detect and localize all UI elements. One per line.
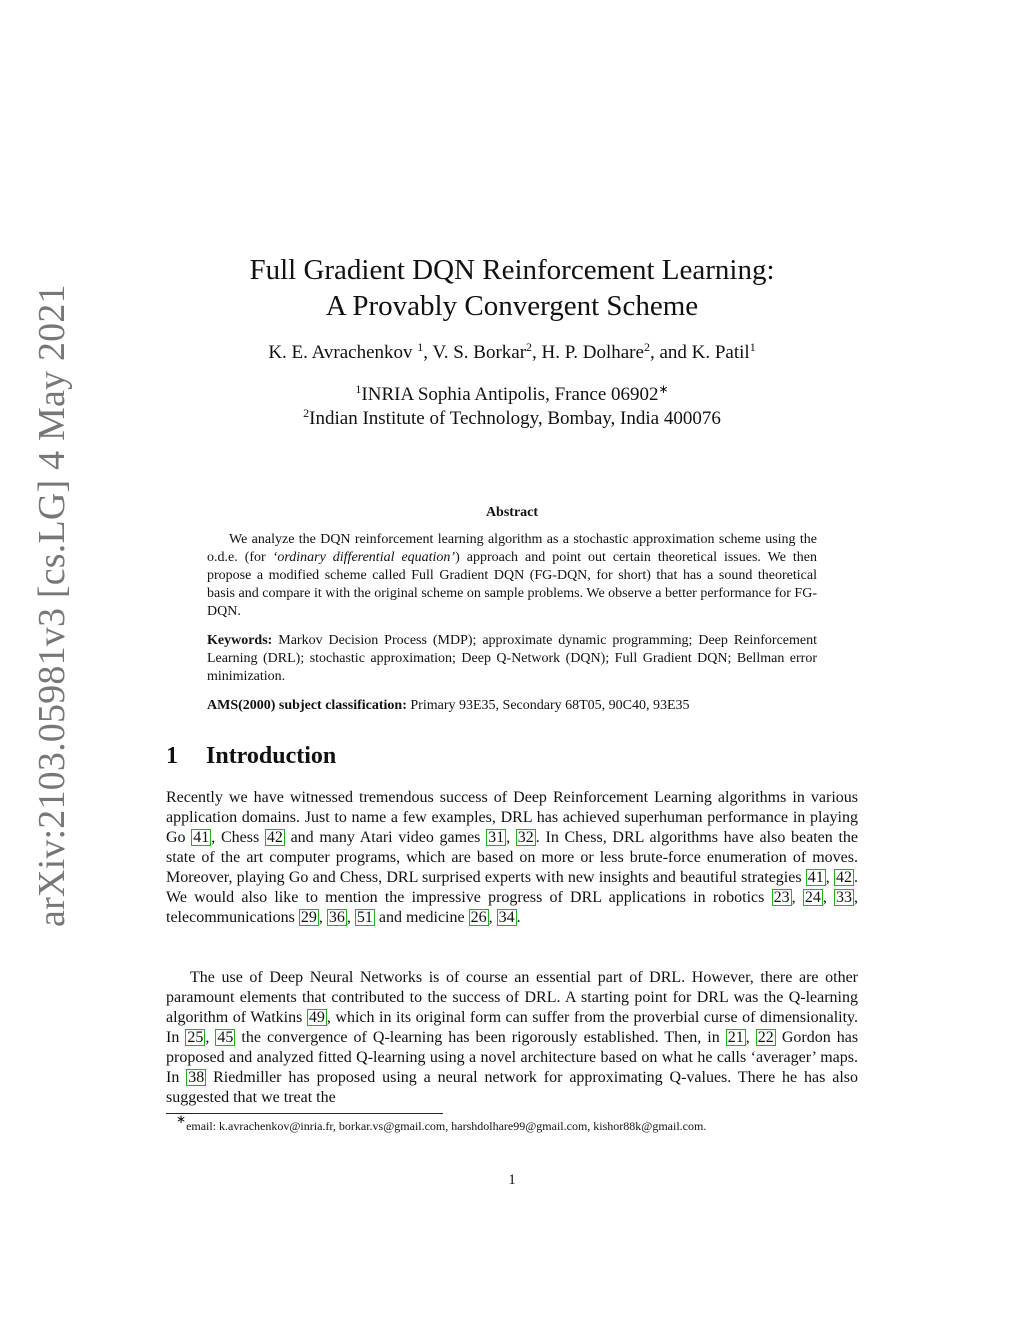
paper-title: [0, 252, 1024, 324]
author-3-affil: 2: [643, 340, 650, 354]
citation-link[interactable]: 25: [187, 1029, 204, 1046]
affiliation-1: [0, 384, 1024, 406]
corresponding-footnote-mark: ∗: [658, 382, 669, 396]
text-run: . We would also like to mention the impressive progress of DRL applications in robotics: [166, 869, 859, 906]
author-1: K. E. Avrachenkov: [268, 342, 418, 363]
citation-link[interactable]: 42: [266, 829, 283, 846]
section-heading: [166, 743, 336, 770]
keywords-label: Keywords:: [207, 633, 273, 648]
abstract-paragraph: [207, 531, 817, 621]
citation-link[interactable]: 45: [217, 1029, 234, 1046]
citation-link[interactable]: 33: [836, 889, 853, 906]
intro-paragraph-2: The use of Deep Neural Networks is of course an essential part of DRL. However, there are other paramount elements that contributed to the success of DRL. A starting point for DRL was the Q-learning algorithm of Watkins 49 , which in its original form can suffer from the proverbial curse of dimensionality. In 25 , 45 the convergence of Q-learning has been rigorously established. Then, in 21 , 22 Gordon has proposed and analyzed fitted Q-learning using a novel architecture based on what he calls ‘averager’ maps. In 38 Riedmiller has proposed using a neural network for approximating Q-values. There he has also suggested that we treat the: [166, 969, 859, 1106]
citation-link[interactable]: 21: [727, 1029, 744, 1046]
footnote: [176, 1112, 876, 1134]
affiliation-2-text: Indian Institute of Technology, Bombay, India 400076: [309, 408, 721, 429]
text-run: Recently we have witnessed tremendous success of Deep Reinforcement Learning algorithms in various application domains. Just to name a few examples, DRL has achieved superhuman performance in playing Go: [166, 789, 858, 846]
author-4-affil: 1: [749, 340, 756, 354]
abstract-heading: Abstract: [485, 505, 539, 520]
citation-link[interactable]: 22: [757, 1029, 774, 1046]
ams-classification: [207, 697, 817, 715]
footnote-rule: [166, 1113, 443, 1114]
ams-label: AMS(2000) subject classification:: [207, 698, 407, 713]
text-run: and many Atari video games: [284, 829, 487, 846]
title-line-1: Full Gradient DQN Reinforcement Learning:: [249, 254, 775, 286]
text-run: and medicine: [374, 909, 469, 926]
abstract-text-b: ) approach and point out certain theoretical issues. We then propose a modified scheme called Full Gradient DQN (FG-DQN, for short) that has a sound theoretical basis and compare it with the original scheme on sample problems. We observe a better performance for FG-DQN.: [207, 550, 817, 619]
text-run: , which in its original form can suffer from the proverbial curse of dimensionality. In: [166, 1009, 858, 1046]
arxiv-identifier-stamp: arXiv:2103.05981v3 [cs.LG] 4 May 2021: [31, 284, 73, 927]
text-run: , telecommunications: [166, 889, 859, 926]
abstract-text-a: We analyze the DQN reinforcement learning algorithm as a stochastic approximation scheme using the o.d.e. (for: [207, 532, 817, 565]
citation-link[interactable]: 51: [356, 909, 373, 926]
citation-link[interactable]: 32: [517, 829, 534, 846]
affiliation-1-mark: 1: [355, 382, 362, 396]
text-run: Riedmiller has proposed using a neural network for approximating Q-values. There he has also suggested that we treat the: [166, 1069, 858, 1106]
author-3: , H. P. Dolhare: [532, 342, 644, 363]
citation-link[interactable]: 41: [807, 869, 824, 886]
text-run: ,: [205, 1029, 216, 1046]
citation-link[interactable]: 23: [773, 889, 790, 906]
intro-paragraph-1: Recently we have witnessed tremendous success of Deep Reinforcement Learning algorithms in various application domains. Just to name a few examples, DRL has achieved superhuman performance in playing Go 41 , Chess 42 and many Atari video games 31 , 32 . In Chess, DRL algorithms have also beaten the state of the art computer programs, which are based on more or less brute-force enumeration of moves. Moreover, playing Go and Chess, DRL surprised experts with new insights and beautiful strategies 41 , 42 . We would also like to mention the impressive progress of DRL applications in robotics 23 , 24 , 33 , telecommunications 29 , 36 , 51 and medicine 26 , 34 .: [166, 789, 859, 926]
citation-link[interactable]: 26: [470, 909, 487, 926]
citation-link[interactable]: 31: [488, 829, 505, 846]
keywords-paragraph: [207, 632, 817, 686]
page-number: 1: [508, 1172, 516, 1188]
text-run: .: [516, 909, 521, 926]
keywords-text: Markov Decision Process (MDP); approximate dynamic programming; Deep Reinforcement Learning (DRL); stochastic approximation; Deep Q-Network (DQN); Full Gradient DQN; Bellman error minimization.: [207, 633, 817, 684]
citation-link[interactable]: 34: [498, 909, 515, 926]
title-line-2: A Provably Convergent Scheme: [325, 290, 699, 322]
citation-link[interactable]: 36: [328, 909, 345, 926]
text-run: . In Chess, DRL algorithms have also beaten the state of the art computer programs, which are based on more or less brute-force enumeration of moves. Moreover, playing Go and Chess, DRL surprised experts with new insights and beautiful strategies: [166, 829, 859, 886]
affiliation-2: [0, 408, 1024, 430]
author-list: [0, 342, 1024, 364]
author-4: , and K. Patil: [649, 342, 750, 363]
abstract-text-emphasis: ‘ordinary differential equation’: [272, 550, 456, 565]
footnote-text: email: k.avrachenkov@inria.fr, borkar.vs@gmail.com, harshdolhare99@gmail.com, kishor88k@gmail.com.: [186, 1119, 707, 1133]
citation-link[interactable]: 29: [300, 909, 317, 926]
text-run: The use of Deep Neural Networks is of course an essential part of DRL. However, there are other paramount elements that contributed to the success of DRL. A starting point for DRL was the Q-learning algorithm of Watkins: [166, 969, 858, 1026]
citation-link[interactable]: 41: [193, 829, 210, 846]
text-run: , Chess: [211, 829, 265, 846]
citation-link[interactable]: 38: [188, 1069, 205, 1086]
section-number: 1: [166, 743, 178, 769]
affiliation-1-text: INRIA Sophia Antipolis, France 06902: [361, 384, 659, 405]
citation-link[interactable]: 24: [804, 889, 821, 906]
section-title: Introduction: [206, 743, 337, 769]
text-run: Gordon has proposed and analyzed fitted Q-learning using a novel architecture based on what he calls ‘averager’ maps. In: [166, 1029, 859, 1086]
ams-text: Primary 93E35, Secondary 68T05, 90C40, 93E35: [406, 698, 690, 713]
footnote-mark: ∗: [176, 1112, 187, 1126]
author-1-affil: 1: [417, 340, 424, 354]
text-run: the convergence of Q-learning has been rigorously established. Then, in: [235, 1029, 726, 1046]
author-2-affil: 2: [526, 340, 533, 354]
author-2: , V. S. Borkar: [423, 342, 527, 363]
citation-link[interactable]: 42: [836, 869, 853, 886]
affiliation-2-mark: 2: [303, 406, 310, 420]
citation-link[interactable]: 49: [308, 1009, 325, 1026]
